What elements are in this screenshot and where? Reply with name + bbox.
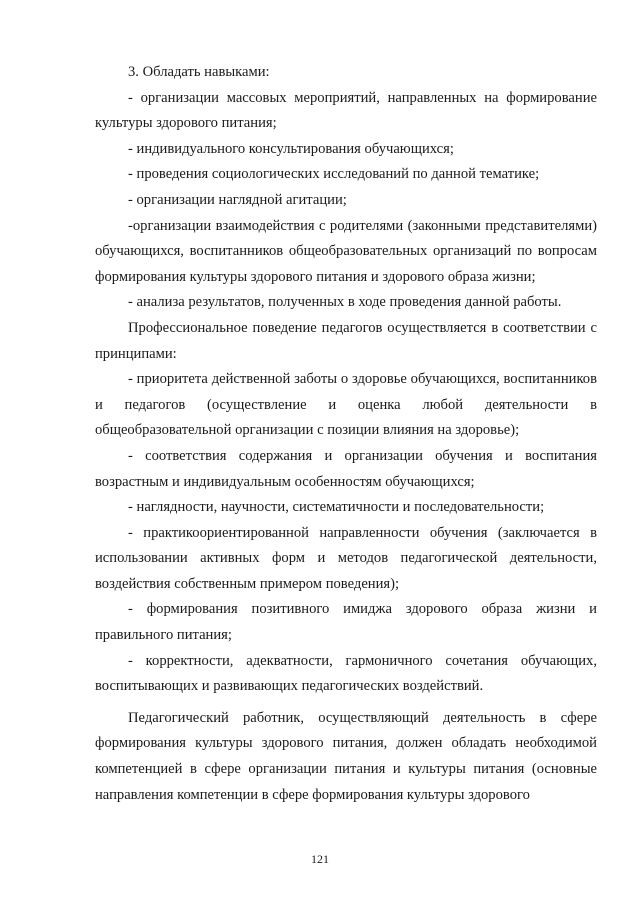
principles-intro: Профессиональное поведение педагогов осуществляется в соответствии с принципами: bbox=[95, 319, 597, 362]
principle-item: - соответствия содержания и организации обучения и воспитания возрастным и индивидуальным особенностям обучающихся; bbox=[95, 447, 597, 490]
skill-item: - организации массовых мероприятий, направленных на формирование культуры здорового питания; bbox=[95, 89, 597, 132]
skill-item: -организации взаимодействия с родителями (законными представителями) обучающихся, воспитанников общеобразовательных организаций по вопросам формирования культуры здорового питания и здорового образа жизни; bbox=[95, 217, 597, 285]
principle-item: - наглядности, научности, систематичности и последовательности; bbox=[128, 499, 545, 516]
principle-item: - практикоориентированной направленности обучения (заключается в использовании активных форм и методов педагогической деятельности, воздействия собственным примером поведения); bbox=[95, 524, 597, 592]
skill-item: - анализа результатов, полученных в ходе проведения данной работы. bbox=[128, 294, 562, 311]
principle-item: - корректности, адекватности, гармоничного сочетания обучающих, воспитывающих и развивающих педагогических воздействий. bbox=[95, 652, 597, 695]
skill-item: - организации наглядной агитации; bbox=[128, 191, 347, 208]
page-body bbox=[95, 60, 597, 808]
skill-item: - индивидуального консультирования обучающихся; bbox=[128, 140, 454, 157]
skill-item: - проведения социологических исследований по данной тематике; bbox=[128, 166, 540, 183]
principle-item: - приоритета действенной заботы о здоровье обучающихся, воспитанников и педагогов (осуществление и оценка любой деятельности в общеобразовательной организации с позиции влияния на здоровье); bbox=[95, 371, 597, 439]
skills-heading: 3. Обладать навыками: bbox=[128, 64, 270, 80]
page-number: 121 bbox=[311, 852, 329, 866]
principle-item: - формирования позитивного имиджа здорового образа жизни и правильного питания; bbox=[95, 601, 597, 644]
closing-paragraph: Педагогический работник, осуществляющий деятельность в сфере формирования культуры здорового питания, должен обладать необходимой компетенцией в сфере организации питания и культуры питания (основные направления компетенции в сфере формирования культуры здорового bbox=[95, 709, 597, 803]
